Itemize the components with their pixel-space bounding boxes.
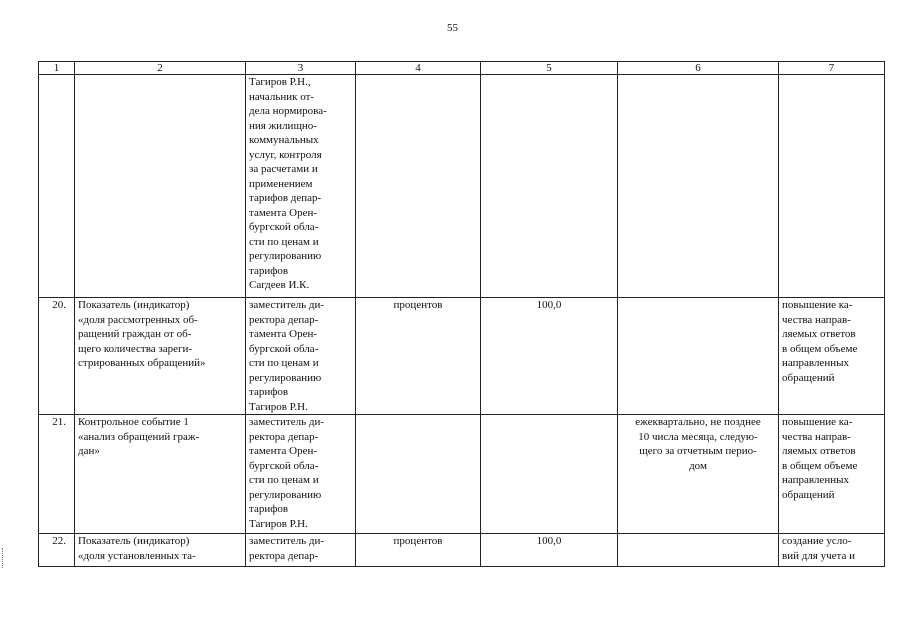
row-value: 100,0 (481, 534, 618, 567)
column-header: 5 (481, 62, 618, 75)
row-responsible: заместитель ди- ректора депар- (246, 534, 356, 567)
row-unit: процентов (356, 298, 481, 415)
row-number: 22. (39, 534, 75, 567)
column-header: 4 (356, 62, 481, 75)
row-number: 21. (39, 415, 75, 534)
column-header: 3 (246, 62, 356, 75)
row-unit (356, 415, 481, 534)
row-description: Показатель (индикатор) «доля рассмотренных об- ращений граждан от об- щего количества зареги- стрированных обращений» (75, 298, 246, 415)
row-description: Показатель (индикатор) «доля установленных та- (75, 534, 246, 567)
measures-table (38, 61, 885, 567)
row-result (779, 75, 885, 298)
row-value: 100,0 (481, 298, 618, 415)
row-responsible: заместитель ди- ректора депар- тамента Орен- бургской обла- сти по ценам и регулированию тарифов Тагиров Р.Н. (246, 298, 356, 415)
row-number: 20. (39, 298, 75, 415)
table-row (39, 534, 885, 567)
column-number-row (39, 62, 885, 75)
row-period (618, 298, 779, 415)
row-period: ежеквартально, не позднее 10 числа месяца, следую- щего за отчетным перио- дом (618, 415, 779, 534)
page-number: 55 (447, 22, 458, 34)
table-row (39, 415, 885, 534)
row-period (618, 534, 779, 567)
row-responsible: Тагиров Р.Н., начальник от- дела нормирова- ния жилищно- коммунальных услуг, контроля за расчетами и применением тарифов депар- тамента Орен- бургской обла- сти по ценам и регулированию тарифов Сагдеев И.К. (246, 75, 356, 298)
row-description (75, 75, 246, 298)
row-unit (356, 75, 481, 298)
row-result: повышение ка- чества направ- ляемых ответов в общем объеме направленных обращений (779, 415, 885, 534)
column-header: 6 (618, 62, 779, 75)
table-row (39, 75, 885, 298)
row-number (39, 75, 75, 298)
row-value (481, 75, 618, 298)
row-description: Контрольное событие 1 «анализ обращений граж- дан» (75, 415, 246, 534)
scan-margin-mark (2, 548, 6, 568)
column-header: 1 (39, 62, 75, 75)
table-row (39, 298, 885, 415)
row-result: создание усло- вий для учета и (779, 534, 885, 567)
column-header: 2 (75, 62, 246, 75)
row-result: повышение ка- чества направ- ляемых ответов в общем объеме направленных обращений (779, 298, 885, 415)
row-period (618, 75, 779, 298)
column-header: 7 (779, 62, 885, 75)
row-value (481, 415, 618, 534)
row-responsible: заместитель ди- ректора депар- тамента Орен- бургской обла- сти по ценам и регулированию тарифов Тагиров Р.Н. (246, 415, 356, 534)
row-unit: процентов (356, 534, 481, 567)
